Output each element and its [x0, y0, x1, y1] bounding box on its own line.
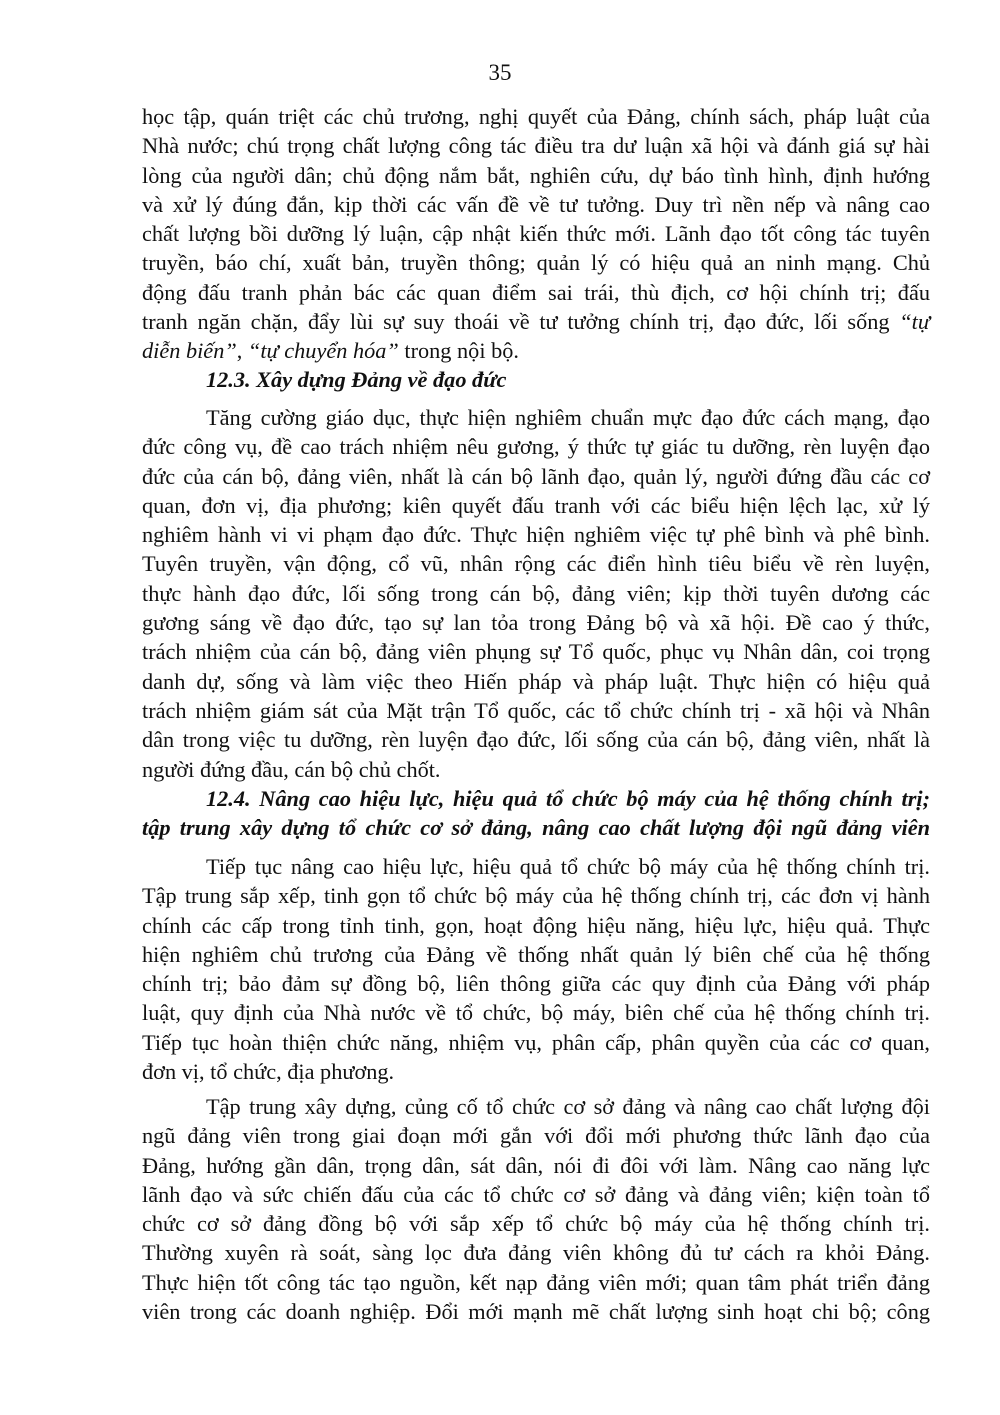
text-line: Thực hiện tốt công tác tạo nguồn, kết nạp đảng viên mới; quan tâm phát triển đảng — [142, 1269, 930, 1295]
paragraph-continuation — [142, 102, 930, 366]
text-line: Tiếp tục hoàn thiện chức năng, nhiệm vụ, phân cấp, phân quyền của các cơ quan, — [142, 1029, 930, 1055]
text-line: Tập trung sắp xếp, tinh gọn tổ chức bộ máy của hệ thống chính trị, các đơn vị hành — [142, 883, 930, 909]
text-line: viên trong các doanh nghiệp. Đổi mới mạnh mẽ chất lượng sinh hoạt chi bộ; công — [142, 1299, 930, 1325]
text-line: đơn vị, tổ chức, địa phương. — [142, 1059, 395, 1085]
heading-text: tập trung xây dựng tổ chức cơ sở đảng, nâng cao chất lượng đội ngũ đảng viên — [142, 815, 930, 841]
text-line: đức công vụ, đề cao trách nhiệm nêu gương, ý thức tự giác tu dưỡng, rèn luyện đạo — [142, 434, 930, 460]
text-line: truyền, báo chí, xuất bản, truyền thông; quản lý có hiệu quả an ninh mạng. Chủ — [142, 250, 930, 276]
text-line: chức cơ sở đảng đồng bộ với sắp xếp tổ chức bộ máy của hệ thống chính trị. — [142, 1211, 930, 1237]
text-line: danh dự, sống và làm việc theo Hiến pháp và pháp luật. Thực hiện có hiệu quả — [142, 668, 930, 694]
text-line: hiện nghiêm chủ trương của Đảng về thống nhất quản lý biên chế của hệ thống — [142, 941, 930, 967]
text-line: chính trị; bảo đảm sự đồng bộ, liên thông giữa các quy định của Đảng với pháp — [142, 971, 930, 997]
text-line: chính các cấp trong tỉnh tinh, gọn, hoạt động hiệu năng, hiệu lực, hiệu quả. Thực — [142, 912, 930, 938]
text-line: Tuyên truyền, vận động, cổ vũ, nhân rộng các điển hình tiêu biểu về rèn luyện, — [142, 551, 930, 577]
text-line: động đấu tranh phản bác các quan điểm sai trái, thù địch, cơ hội chính trị; đấu — [142, 279, 930, 305]
text-line: chất lượng bồi dưỡng lý luận, cập nhật kiến thức mới. Lãnh đạo tốt công tác tuyên — [142, 221, 930, 247]
text-line: Thường xuyên rà soát, sàng lọc đưa đảng viên không đủ tư cách ra khỏi Đảng. — [142, 1240, 930, 1266]
heading-text: 12.4. Nâng cao hiệu lực, hiệu quả tổ chức bộ máy của hệ thống chính trị; — [206, 786, 930, 811]
text-run: tranh ngăn chặn, đẩy lùi sự suy thoái về tư tưởng chính trị, đạo đức, lối sống — [142, 309, 900, 335]
text-line: Đảng, hướng gần dân, trọng dân, sát dân, nói đi đôi với làm. Nâng cao năng lực — [142, 1152, 930, 1178]
text-line — [142, 336, 930, 365]
italic-quote: “tự chuyển hóa” — [247, 338, 399, 364]
text-line: thực hành đạo đức, lối sống trong cán bộ, đảng viên; kịp thời tuyên dương các — [142, 580, 930, 606]
text-run: , — [236, 338, 248, 364]
text-line: đức của cán bộ, đảng viên, nhất là cán bộ lãnh đạo, quản lý, người đứng đầu các cơ — [142, 463, 930, 489]
text-line: Tăng cường giáo dục, thực hiện nghiêm chuẩn mực đạo đức cách mạng, đạo — [206, 405, 930, 430]
text-line: trách nhiệm của cán bộ, đảng viên phụng sự Tổ quốc, phục vụ Nhân dân, coi trọng — [142, 639, 930, 665]
text-line: và xử lý đúng đắn, kịp thời các vấn đề về tư tưởng. Duy trì nền nếp và nâng cao — [142, 191, 930, 217]
text-line: gương sáng về đạo đức, tạo sự lan tỏa trong Đảng bộ và xã hội. Đề cao ý thức, — [142, 610, 930, 636]
text-line: Nhà nước; chú trọng chất lượng công tác điều tra dư luận xã hội và đánh giá sự hài — [142, 133, 930, 159]
text-line — [142, 307, 930, 336]
section-heading-12-3 — [142, 365, 930, 394]
text-line: ngũ đảng viên trong giai đoạn mới gắn với đổi mới phương thức lãnh đạo của — [142, 1123, 930, 1149]
text-line: quan, đơn vị, địa phương; kiên quyết đấu tranh với các biểu hiện lệch lạc, xử lý — [142, 492, 930, 518]
text-line: Tập trung xây dựng, củng cố tổ chức cơ sở đảng và nâng cao chất lượng đội — [206, 1094, 930, 1119]
text-line: luật, quy định của Nhà nước về tổ chức, bộ máy, biên chế của hệ thống chính trị. — [142, 1000, 930, 1026]
paragraph-ethics — [142, 403, 930, 784]
page-number: 35 — [488, 60, 512, 85]
text-line: người đứng đầu, cán bộ chủ chốt. — [142, 756, 441, 782]
text-line: học tập, quán triệt các chủ trương, nghị quyết của Đảng, chính sách, pháp luật của — [142, 104, 930, 129]
paragraph-apparatus — [142, 852, 930, 1086]
section-heading-12-4 — [142, 784, 930, 843]
text-line: Tiếp tục nâng cao hiệu lực, hiệu quả tổ chức bộ máy của hệ thống chính trị. — [206, 854, 930, 879]
text-line: trách nhiệm giám sát của Mặt trận Tổ quốc, các tổ chức chính trị - xã hội và Nhân — [142, 697, 930, 723]
italic-quote: diễn biến” — [142, 338, 237, 364]
text-line: lòng của người dân; chủ động nắm bắt, nghiên cứu, dự báo tình hình, định hướng — [142, 162, 930, 188]
text-line: nghiêm hành vi vi phạm đạo đức. Thực hiện nghiêm việc tự phê bình và phê bình. — [142, 522, 930, 548]
text-line: lãnh đạo và sức chiến đấu của các tổ chức cơ sở đảng và đảng viên; kiện toàn tổ — [142, 1181, 930, 1207]
italic-quote: “tự — [899, 309, 930, 335]
paragraph-party-cells — [142, 1092, 930, 1326]
text-run: trong nội bộ. — [398, 338, 519, 364]
heading-text: 12.3. Xây dựng Đảng về đạo đức — [206, 367, 507, 392]
text-line: dân trong việc tu dưỡng, rèn luyện đạo đức, lối sống của cán bộ, đảng viên, nhất là — [142, 727, 930, 753]
